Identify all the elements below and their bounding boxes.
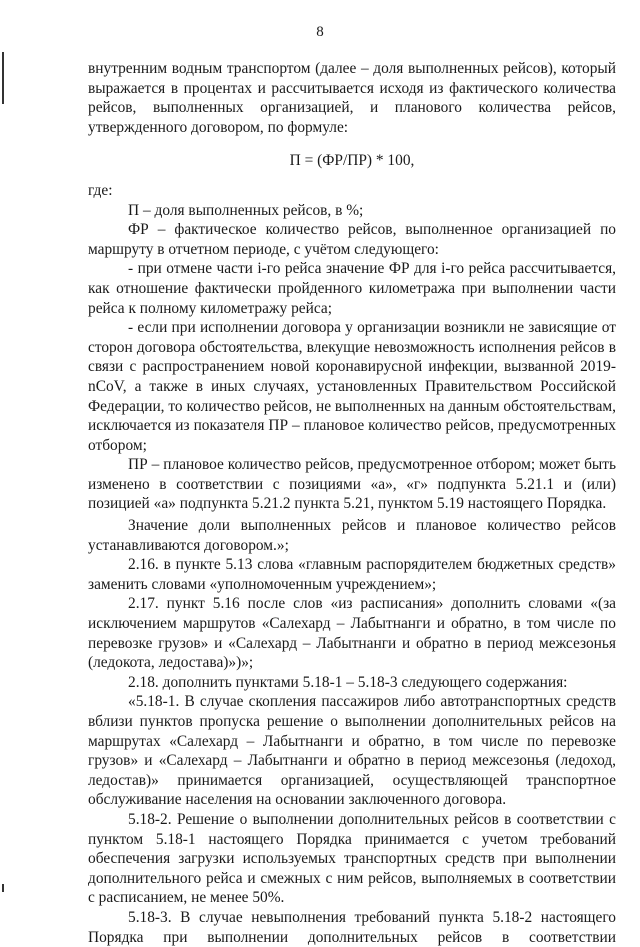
- definition-fr: ФР – фактическое количество рейсов, выполненное организацией по маршруту в отчетном периоде, с учётом следующего:: [88, 221, 616, 258]
- paragraph-continuation: внутренним водным транспортом (далее – доля выполненных рейсов), который выражается в процентах и рассчитывается исходя из фактического количества рейсов, выполненных организацией, и планового количества рейсов, утвержденного договором, по формуле:: [88, 60, 616, 136]
- where-label: где:: [88, 181, 113, 199]
- amendment-2-18: 2.18. дополнить пунктами 5.18-1 – 5.18-3 следующего содержания:: [128, 673, 568, 691]
- scan-edge-mark-bottom: [2, 884, 4, 892]
- amendment-2-17: 2.17. пункт 5.16 после слов «из расписания» дополнить словами «(за исключением маршрутов «Салехард – Лабытнанги и обратно, в том числе по перевозке грузов» и «Салехард – Лабытнанги и обратно в период межсезонья (ледокота, ледостава)»)»;: [88, 595, 616, 672]
- paragraph-contract-values: Значение доли выполненных рейсов и плановое количество рейсов устанавливаются договором.»;: [88, 517, 616, 554]
- definition-p: П – доля выполненных рейсов, в %;: [128, 201, 364, 219]
- document-body: [88, 59, 616, 947]
- amendment-2-16: 2.16. в пункте 5.13 слова «главным распорядителем бюджетных средств» заменить словами «уполномоченным учреждением»;: [88, 556, 616, 593]
- clause-5-18-1: «5.18-1. В случае скопления пассажиров либо автотранспортных средств вблизи пунктов пропуска решение о выполнении дополнительных рейсов на маршрутах «Салехард – Лабытнанги и обратно, в том числе по перевозке грузов» и «Салехард – Лабытнанги и обратно в период межсезонья (ледоход, ледостав)» принимается организацией, осуществляющей транспортное обслуживание населения на основании заключенного договора.: [88, 693, 616, 809]
- scan-edge-mark-top: [2, 52, 4, 104]
- clause-5-18-3: 5.18-3. В случае невыполнения требований пункта 5.18-2 настоящего Порядка при выполнении дополнительных рейсов в соответствии: [88, 908, 616, 946]
- definition-pr: ПР – плановое количество рейсов, предусмотренное отбором; может быть изменено в соответствии с позициями «а», «г» подпункта 5.21.1 и (или) позицией «а» подпункта 5.21.2 пункта 5.21, пунктом 5.19 настоящего Порядка.: [88, 456, 616, 513]
- list-item-force-majeure: - если при исполнении договора у организации возникли не зависящие от сторон договора обстоятельства, влекущие невозможность исполнения рейсов в связи с распространением новой коронавирусной инфекции, вызванной 2019-nCoV, а также в иных случаях, установленных Правительством Российской Федерации, то количество рейсов, не выполненных на данным обстоятельствам, исключается из показателя ПР – плановое количество рейсов, предусмотренных отбором;: [88, 319, 617, 454]
- list-item-partial-cancel: - при отмене части i-го рейса значение ФР для i-го рейса рассчитывается, как отношение фактически пройденного километража при выполнении части рейса к полному километражу рейса;: [88, 260, 616, 317]
- clause-5-18-2: 5.18-2. Решение о выполнении дополнительных рейсов в соответствии с пунктом 5.18-1 настоящего Порядка принимается с учетом требований обеспечения загрузки используемых транспортных средств при выполнении дополнительного рейса и смежных с ним рейсов, выполняемых в соответствии с расписанием, не менее 50%.: [88, 810, 616, 907]
- formula: П = (ФР/ПР) * 100,: [289, 152, 415, 170]
- page-number: 8: [316, 24, 324, 40]
